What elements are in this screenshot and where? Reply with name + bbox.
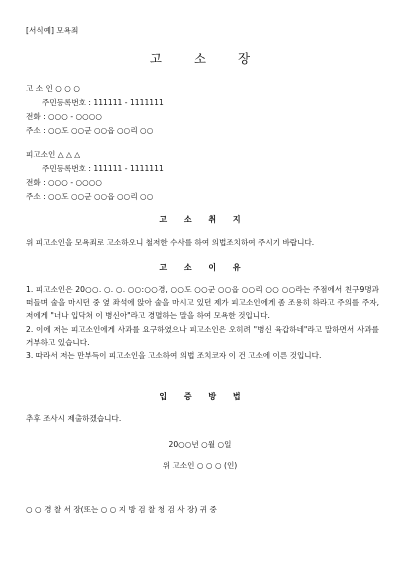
accused-phone: 전화 : ○○○ - ○○○○ (26, 178, 103, 187)
purpose-heading: 고 소 취 지 (159, 215, 248, 224)
complainant-address: 주소 : ○○도 ○○군 ○○읍 ○○리 ○○ (26, 126, 154, 135)
accused-label: 피고소인 △ △ △ (26, 150, 81, 159)
reason-heading: 고 소 이 유 (159, 263, 248, 272)
document-type-header: [서식예] 모욕죄 (26, 26, 79, 35)
evidence-heading: 입 증 방 법 (159, 392, 248, 401)
reason-item-1: 1. 피고소인은 20○○. ○. ○. ○○:○○경, ○○도 ○○군 ○○읍 ○○리 ○○ ○○라는 주점에서 친구9명과 떠들며 술을 마시던 중 옆 좌석에 앉아 술을 마시고 있던 제가 피고소인에게 좀 조용히 하라고 주의를 주자, 저에게 "너나 입닥쳐 이 병신아"라고 경멸하는 말을 하여 모욕한 것입니다. (26, 285, 379, 321)
reason-list (26, 283, 379, 362)
complainant-signature: 위 고소인 ○ ○ ○ (인) (162, 461, 238, 470)
accused-address: 주소 : ○○도 ○○군 ○○읍 ○○리 ○○ (26, 192, 154, 201)
complainant-phone: 전화 : ○○○ - ○○○○ (26, 112, 103, 121)
complainant-label: 고 소 인 ○ ○ ○ (26, 84, 80, 93)
reason-item-3: 3. 따라서 저는 만부득이 피고소인을 고소하여 의법 조치코자 이 건 고소에 이른 것입니다. (26, 351, 322, 361)
purpose-text: 위 피고소인을 모욕죄로 고소하오니 철저한 수사를 하여 의법조치하여 주시기 바랍니다. (26, 238, 315, 247)
document-title: 고 소 장 (149, 51, 265, 66)
document-date: 20○○년 ○월 ○일 (168, 440, 232, 449)
addressee: ○ ○ 경 찰 서 장(또는 ○ ○ 지 방 검 찰 청 검 사 장) 귀 중 (26, 505, 217, 514)
evidence-text: 추후 조사시 제출하겠습니다. (26, 414, 122, 423)
complainant-id: 주민등록번호 : 111111 - 1111111 (42, 98, 164, 107)
accused-id: 주민등록번호 : 111111 - 1111111 (42, 164, 164, 173)
reason-item-2: 2. 이에 저는 피고소인에게 사과를 요구하였으나 피고소인은 오히려 "병신 육갑하네"라고 말하면서 사과를 거부하고 있습니다. (26, 324, 379, 347)
